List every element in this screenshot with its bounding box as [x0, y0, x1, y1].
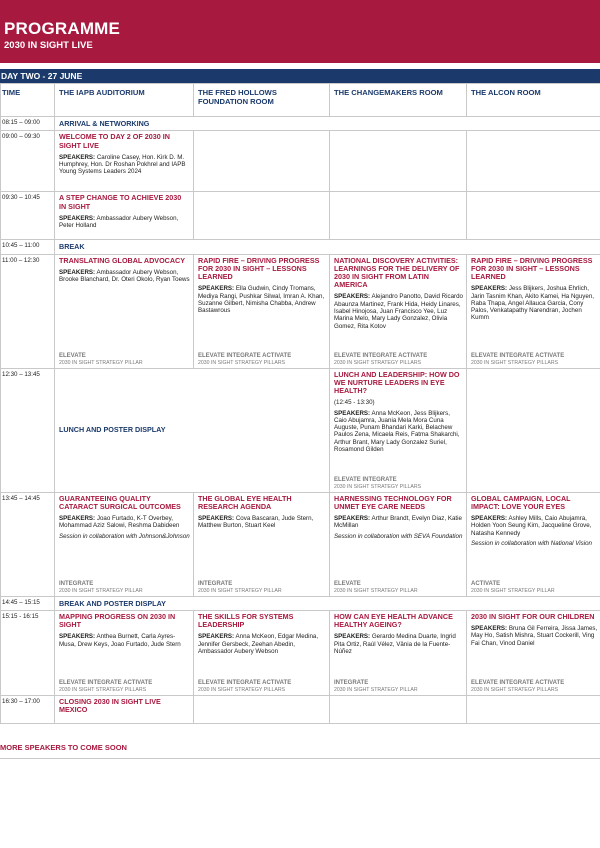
speakers-list: Bruna Gil Ferreira, Jissa James, May Ho, Satish Mishra, Stuart Cockerill, Ving Fai Chan, Vinod Daniel	[471, 625, 598, 647]
speakers	[471, 285, 598, 321]
speakers	[334, 293, 463, 329]
session-cell	[55, 695, 194, 723]
strategy-pillar	[471, 353, 564, 366]
session-time-note: (12:45 - 13:30)	[334, 399, 375, 407]
session-cell	[194, 610, 330, 695]
speakers-list: Jess Blijkers, Joshua Ehrlich, Jarin Tasnim Khan, Akito Kamei, Ha Nguyen, Raba Thapa, Angel Allauca Garcia, Cony Palos, Venkatapathy Narendran, Jochen Kumm	[471, 285, 595, 322]
collaboration-note: Session in collaboration with National Vision	[471, 539, 592, 547]
col-header-iapb: THE IAPB AUDITORIUM	[55, 84, 194, 117]
session-title: RAPID FIRE – DRIVING PROGRESS FOR 2030 IN SIGHT – LESSONS LEARNED	[198, 255, 320, 281]
session-time: 11:00 – 12:30	[1, 254, 55, 368]
session-cell	[467, 254, 600, 368]
pillar-caption: 2030 IN SIGHT STRATEGY PILLARS	[334, 359, 422, 366]
speakers-list: Anna McKeon, Jess Blijkers, Caio Abujamra, Juania Mela Mora Cuna Auguste, Punam Bhandari Karki, Belachew Paulos Zena, Micaela Reis, Fatma Shakarchi, Arthur Brant, Mary Lady Gonzalez Suriel, Rosamond Gilden	[334, 409, 460, 453]
speakers	[59, 633, 190, 648]
table-row	[1, 192, 600, 240]
strategy-pillar	[198, 353, 291, 366]
speakers-list: Ambassador Aubery Webson, Brooke Blanchard, Dr. Oteri Okolo, Ryan Toews	[59, 268, 190, 284]
speakers-list: Anna McKeon, Edgar Medina, Jennifer Gersbeck, Zeehan Abedin, Ambassador Aubery Webson	[198, 633, 319, 655]
speakers-list: Cova Bascaran, Jude Stern, Matthew Burton, Stuart Keel	[198, 515, 314, 530]
strategy-pillar	[59, 581, 143, 594]
collaboration-note: Session in collaboration with Johnson&Johnson	[59, 532, 190, 540]
speakers-list: Joao Furtado, K-T Overbey, Mohammad Aziz Salowi, Reshma Dabideen	[59, 515, 180, 530]
speakers-label: SPEAKERS:	[334, 293, 371, 301]
session-plenary	[55, 596, 600, 610]
speakers-label: SPEAKERS:	[471, 285, 508, 293]
pillar-caption: 2030 IN SIGHT STRATEGY PILLAR	[59, 587, 143, 594]
session-title: LUNCH AND LEADERSHIP: HOW DO WE NURTURE LEADERS IN EYE HEALTH?	[334, 369, 460, 395]
empty-cell	[194, 192, 330, 240]
pillar-names: ELEVATE INTEGRATE ACTIVATE	[471, 679, 565, 686]
col-header-time: TIME	[1, 84, 55, 117]
session-cell	[330, 368, 467, 492]
speakers-label: SPEAKERS:	[198, 285, 235, 293]
pillar-names: ELEVATE INTEGRATE ACTIVATE	[198, 352, 292, 359]
session-title: THE GLOBAL EYE HEALTH RESEARCH AGENDA	[198, 493, 292, 511]
col-header-fred-hollows: THE FRED HOLLOWS FOUNDATION ROOM	[194, 84, 330, 117]
session-cell	[55, 610, 194, 695]
speakers-label: SPEAKERS:	[334, 515, 371, 522]
speakers	[334, 633, 463, 655]
speakers	[471, 515, 598, 537]
session-title: TRANSLATING GLOBAL ADVOCACY	[59, 255, 186, 265]
table-row	[1, 492, 600, 596]
empty-cell	[467, 368, 600, 492]
strategy-pillar	[198, 581, 282, 594]
pillar-caption: 2030 IN SIGHT STRATEGY PILLAR	[471, 587, 555, 594]
pillar-names: INTEGRATE	[334, 679, 369, 686]
pillar-names: ELEVATE INTEGRATE ACTIVATE	[198, 679, 292, 686]
speakers-list: Arthur Brandt, Evelyn Diaz, Katie McMillan	[334, 515, 462, 530]
programme-subtitle: 2030 IN SIGHT LIVE	[4, 40, 93, 51]
session-title: HOW CAN EYE HEALTH ADVANCE HEALTHY AGEING?	[334, 611, 453, 630]
speakers-label: SPEAKERS:	[198, 633, 235, 641]
empty-cell	[467, 695, 600, 723]
pillar-caption: 2030 IN SIGHT STRATEGY PILLARS	[471, 359, 559, 366]
session-time: 10:45 – 11:00	[1, 240, 55, 254]
table-row	[1, 368, 600, 492]
strategy-pillar	[334, 581, 418, 594]
pillar-names: INTEGRATE	[198, 580, 233, 587]
session-title: BREAK	[59, 242, 85, 252]
pillar-names: ELEVATE INTEGRATE ACTIVATE	[471, 352, 565, 359]
speakers-label: SPEAKERS:	[59, 633, 96, 641]
session-title: GLOBAL CAMPAIGN, LOCAL IMPACT: LOVE YOUR EYES	[471, 493, 571, 511]
strategy-pillar	[59, 680, 152, 693]
session-cell	[55, 254, 194, 368]
session-time: 08:15 – 09:00	[1, 117, 55, 131]
table-row	[1, 240, 600, 254]
pillar-caption: 2030 IN SIGHT STRATEGY PILLARS	[59, 686, 147, 693]
session-title: LUNCH AND POSTER DISPLAY	[59, 424, 166, 434]
pillar-names: ACTIVATE	[471, 580, 501, 587]
footer-divider	[0, 758, 600, 759]
empty-cell	[194, 695, 330, 723]
session-title: ARRIVAL & NETWORKING	[59, 119, 150, 128]
session-time: 16:30 – 17:00	[1, 695, 55, 723]
pillar-names: ELEVATE	[59, 352, 86, 359]
pillar-caption: 2030 IN SIGHT STRATEGY PILLARS	[334, 483, 422, 490]
strategy-pillar	[471, 581, 555, 594]
empty-cell	[467, 192, 600, 240]
speakers-label: SPEAKERS:	[334, 633, 371, 641]
col-header-changemakers: THE CHANGEMAKERS ROOM	[330, 84, 467, 117]
session-title: GUARANTEEING QUALITY CATARACT SURGICAL OUTCOMES	[59, 493, 181, 511]
session-cell	[330, 254, 467, 368]
table-row	[1, 254, 600, 368]
speakers	[59, 515, 190, 530]
session-title: A STEP CHANGE TO ACHIEVE 2030 IN SIGHT	[59, 193, 182, 211]
session-cell	[55, 192, 194, 240]
pillar-caption: 2030 IN SIGHT STRATEGY PILLARS	[198, 686, 286, 693]
speakers-label: SPEAKERS:	[59, 153, 96, 161]
speakers	[471, 625, 598, 647]
session-time: 14:45 – 15:15	[1, 596, 55, 610]
footer-note: MORE SPEAKERS TO COME SOON	[0, 743, 127, 752]
session-title: RAPID FIRE – DRIVING PROGRESS FOR 2030 IN SIGHT – LESSONS LEARNED	[471, 255, 593, 281]
pillar-caption: 2030 IN SIGHT STRATEGY PILLAR	[198, 587, 282, 594]
speakers	[334, 410, 463, 454]
speakers-label: SPEAKERS:	[334, 409, 371, 417]
session-time: 13:45 – 14:45	[1, 492, 55, 596]
speakers	[198, 633, 326, 655]
speakers-list: Ashley Mills, Caio Abujamra, Holden Yoon Seung Kim, Jacqueline Grove, Natasha Kennedy	[471, 515, 592, 537]
speakers	[198, 285, 326, 314]
table-row	[1, 610, 600, 695]
speakers-list: Gerardo Medina Duarte, Ingrid Pita Ortiz, Raúl Vélez, Vânia de la Fuente-Núñez	[334, 633, 456, 655]
speakers-list: Anthea Burnett, Carla Ayres-Musa, Drew Keys, Joao Furtado, Jude Stern	[59, 633, 181, 648]
pillar-names: INTEGRATE	[59, 580, 94, 587]
speakers-list: Alejandro Panotto, David Ricardo Abaunza Martinez, Frank Hida, Heidy Linares, Isabel Hinojosa, Juan Francisco Yee, Luz Marina Melo, Mary Lady Gonzalez, Olivia Gomez, Rita Kotov	[334, 293, 463, 330]
strategy-pillar	[471, 680, 564, 693]
speakers-label: SPEAKERS:	[59, 214, 96, 222]
speakers-label: SPEAKERS:	[198, 515, 235, 522]
pillar-caption: 2030 IN SIGHT STRATEGY PILLARS	[198, 359, 286, 366]
session-cell	[55, 492, 194, 596]
session-cell	[55, 131, 194, 192]
session-cell	[194, 254, 330, 368]
table-row	[1, 117, 600, 131]
session-title: THE SKILLS FOR SYSTEMS LEADERSHIP	[198, 611, 294, 630]
column-header-row	[1, 84, 600, 117]
table-row	[1, 596, 600, 610]
speakers-label: SPEAKERS:	[471, 625, 508, 633]
session-plenary	[55, 240, 600, 254]
programme-banner	[0, 0, 600, 63]
collaboration-note: Session in collaboration with SEVA Foundation	[334, 532, 463, 540]
session-time: 09:00 – 09:30	[1, 131, 55, 192]
session-plenary	[55, 117, 600, 131]
empty-cell	[194, 131, 330, 192]
table-row	[1, 131, 600, 192]
empty-cell	[330, 131, 467, 192]
col-header-alcon: THE ALCON ROOM	[467, 84, 600, 117]
speakers	[334, 515, 463, 530]
session-title: 2030 IN SIGHT FOR OUR CHILDREN	[471, 611, 595, 621]
session-title: MAPPING PROGRESS ON 2030 IN SIGHT	[59, 611, 176, 630]
session-title: BREAK AND POSTER DISPLAY	[59, 598, 166, 608]
pillar-caption: 2030 IN SIGHT STRATEGY PILLAR	[59, 359, 143, 366]
session-title: CLOSING 2030 IN SIGHT LIVE MEXICO	[59, 696, 161, 715]
speakers-list: Ella Gudwin, Cindy Tromans, Mediya Rangi, Pushkar Silwal, Imran A. Khan, Suzanne Gilbert, Nimisha Chabba, Andrew Bastawrous	[198, 285, 325, 315]
session-cell	[194, 492, 330, 596]
session-cell	[467, 610, 600, 695]
speakers	[59, 215, 190, 230]
speakers	[198, 515, 326, 530]
empty-cell	[467, 131, 600, 192]
lunch-cell	[55, 368, 330, 492]
session-time: 12:30 – 13:45	[1, 368, 55, 492]
session-title: WELCOME TO DAY 2 OF 2030 IN SIGHT LIVE	[59, 132, 170, 150]
speakers	[59, 269, 190, 284]
strategy-pillar	[334, 680, 418, 693]
session-cell	[467, 492, 600, 596]
session-cell	[330, 610, 467, 695]
speakers-list: Caroline Casey, Hon. Kirk D. M. Humphrey, Hon. Dr Roshan Pokhrel and IAPB Young Systems Leaders 2024	[59, 153, 186, 176]
day-header: DAY TWO - 27 JUNE	[0, 69, 600, 83]
pillar-names: ELEVATE INTEGRATE	[334, 476, 397, 483]
session-title: NATIONAL DISCOVERY ACTIVITIES: LEARNINGS FOR THE DELIVERY OF 2030 IN SIGHT FROM LATIN AMERICA	[334, 255, 460, 290]
pillar-caption: 2030 IN SIGHT STRATEGY PILLAR	[334, 686, 418, 693]
strategy-pillar	[334, 477, 421, 490]
strategy-pillar	[198, 680, 291, 693]
pillar-caption: 2030 IN SIGHT STRATEGY PILLAR	[334, 587, 418, 594]
programme-title: PROGRAMME	[4, 19, 121, 38]
table-row	[1, 695, 600, 723]
session-cell	[330, 492, 467, 596]
speakers	[59, 154, 190, 176]
schedule-table	[0, 83, 600, 724]
empty-cell	[330, 192, 467, 240]
speakers-label: SPEAKERS:	[59, 515, 96, 522]
strategy-pillar	[59, 353, 143, 366]
pillar-names: ELEVATE	[334, 580, 361, 587]
speakers-label: SPEAKERS:	[471, 515, 508, 522]
pillar-names: ELEVATE INTEGRATE ACTIVATE	[334, 352, 428, 359]
session-time: 15:15 - 16:15	[1, 610, 55, 695]
pillar-names: ELEVATE INTEGRATE ACTIVATE	[59, 679, 153, 686]
strategy-pillar	[334, 353, 427, 366]
speakers-label: SPEAKERS:	[59, 268, 96, 276]
empty-cell	[330, 695, 467, 723]
session-time: 09:30 – 10:45	[1, 192, 55, 240]
speakers-list: Ambassador Aubery Webson, Peter Holland	[59, 214, 179, 229]
session-title: HARNESSING TECHNOLOGY FOR UNMET EYE CARE NEEDS	[334, 493, 452, 511]
pillar-caption: 2030 IN SIGHT STRATEGY PILLARS	[471, 686, 559, 693]
